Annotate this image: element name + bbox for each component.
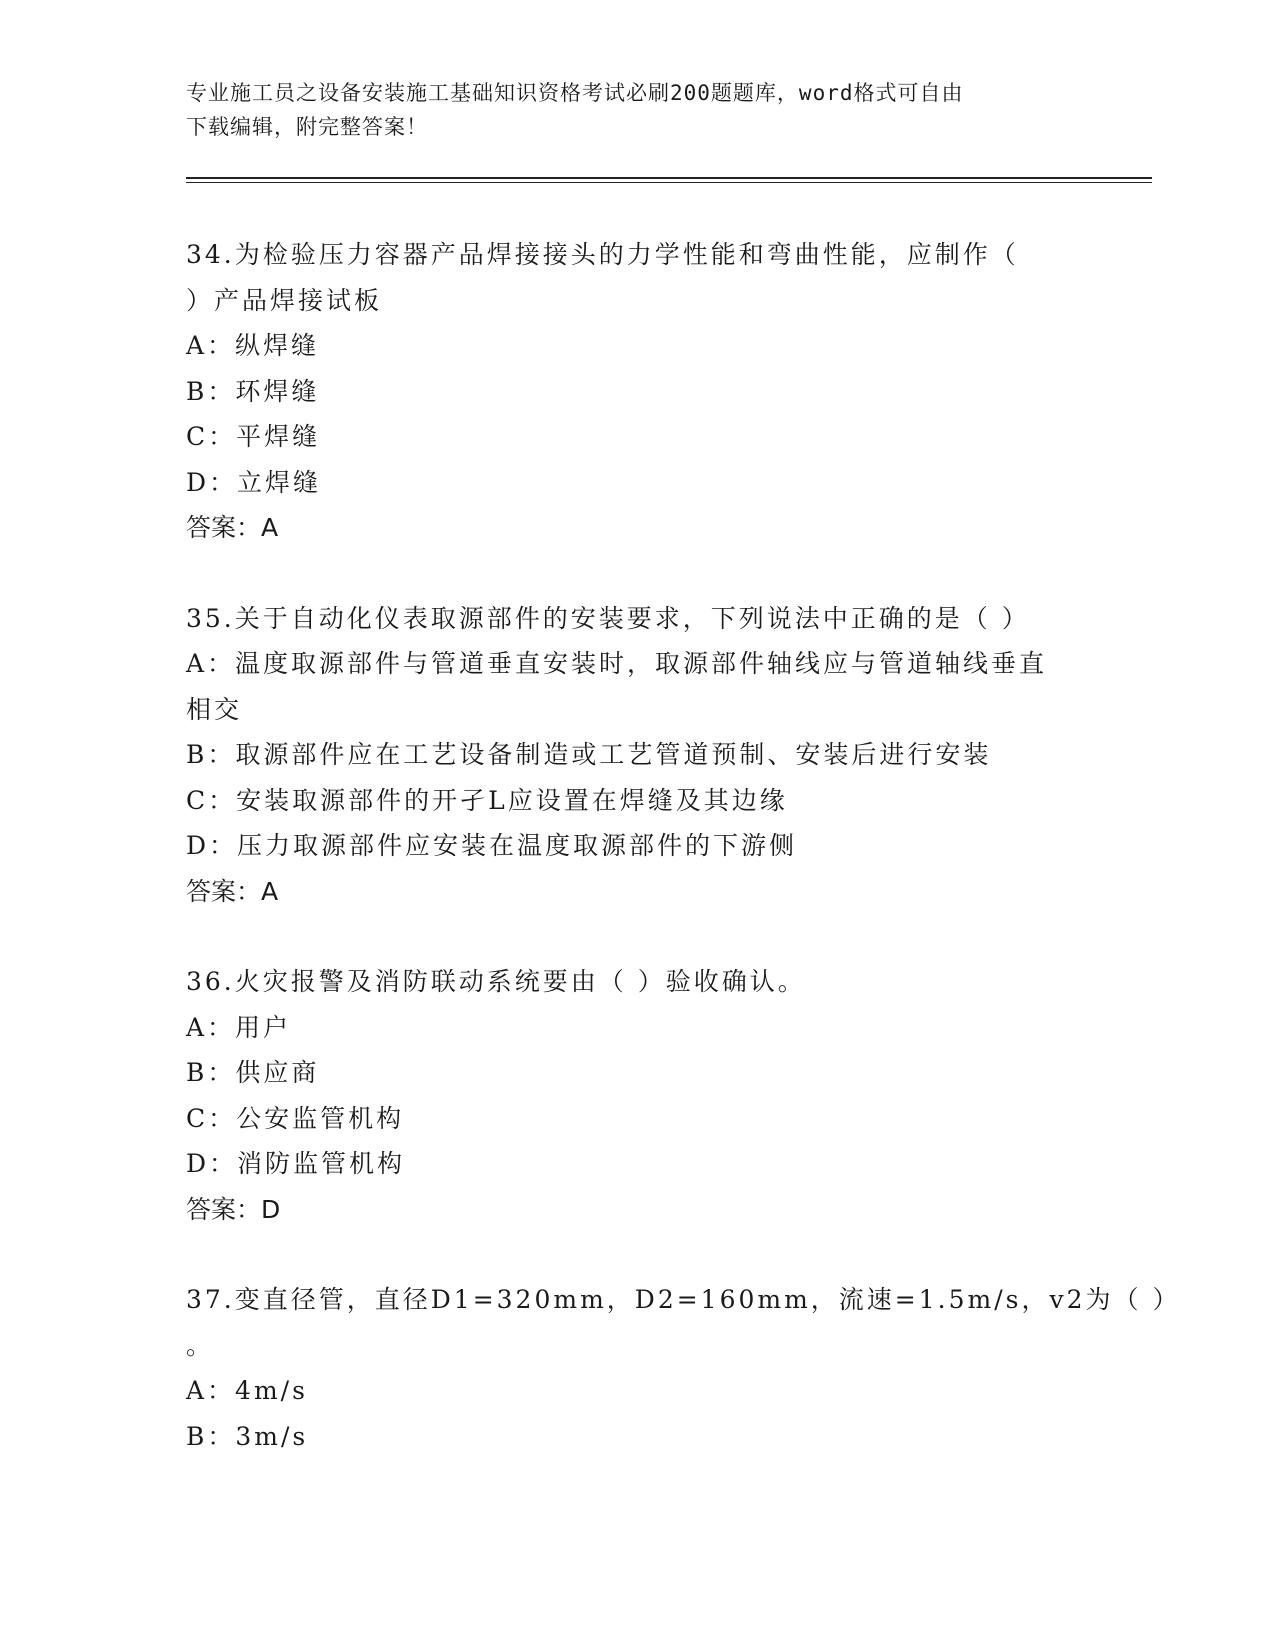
- option-d: D：消防监管机构: [186, 1149, 406, 1178]
- question-stem: 34.为检验压力容器产品焊接接头的力学性能和弯曲性能，应制作（: [186, 240, 1019, 269]
- document-header: [186, 76, 1086, 144]
- option-b: B：3m/s: [186, 1421, 309, 1451]
- header-line-2: 下载编辑，附完整答案！: [186, 115, 428, 139]
- option-c: C：平焊缝: [186, 422, 321, 451]
- question-stem: 37.变直径管，直径D1=320mm，D2=160mm，流速=1.5m/s，v2为（ ）: [186, 1285, 1181, 1314]
- question-36: [186, 959, 1086, 1232]
- option-a: A：4m/s: [186, 1376, 308, 1405]
- question-34: [186, 232, 1086, 551]
- question-stem: ）产品焊接试板: [186, 285, 383, 315]
- option-b: B：取源部件应在工艺设备制造或工艺管道预制、安装后进行安装: [186, 740, 992, 769]
- question-stem: 。: [186, 1330, 215, 1360]
- option-b: B：环焊缝: [186, 376, 320, 406]
- answer: 答案：D: [186, 1194, 281, 1224]
- question-list: [186, 232, 1181, 1504]
- question-35: [186, 596, 1086, 915]
- option-a: A：用户: [186, 1012, 292, 1042]
- option-a: A：温度取源部件与管道垂直安装时，取源部件轴线应与管道轴线垂直: [186, 649, 1048, 678]
- answer: 答案：A: [186, 876, 279, 906]
- option-a-continued: 相交: [186, 694, 243, 724]
- option-d: D：压力取源部件应安装在温度取源部件的下游侧: [186, 831, 798, 860]
- option-c: C：公安监管机构: [186, 1103, 405, 1133]
- header-line-1: 专业施工员之设备安装施工基础知识资格考试必刷200题题库，word格式可自由: [186, 81, 964, 105]
- option-b: B：供应商: [186, 1058, 320, 1087]
- header-divider-thin: [186, 182, 1152, 183]
- question-stem: 36.火灾报警及消防联动系统要由（ ）验收确认。: [186, 967, 806, 996]
- option-d: D：立焊缝: [186, 467, 322, 497]
- option-c: C：安装取源部件的开孑L应设置在焊缝及其边缘: [186, 785, 788, 815]
- question-stem: 35.关于自动化仪表取源部件的安装要求，下列说法中正确的是（ ）: [186, 603, 1030, 633]
- answer: 答案：A: [186, 513, 279, 542]
- option-a: A：纵焊缝: [186, 331, 320, 360]
- header-divider-thick: [186, 177, 1152, 179]
- question-37: [186, 1277, 1181, 1459]
